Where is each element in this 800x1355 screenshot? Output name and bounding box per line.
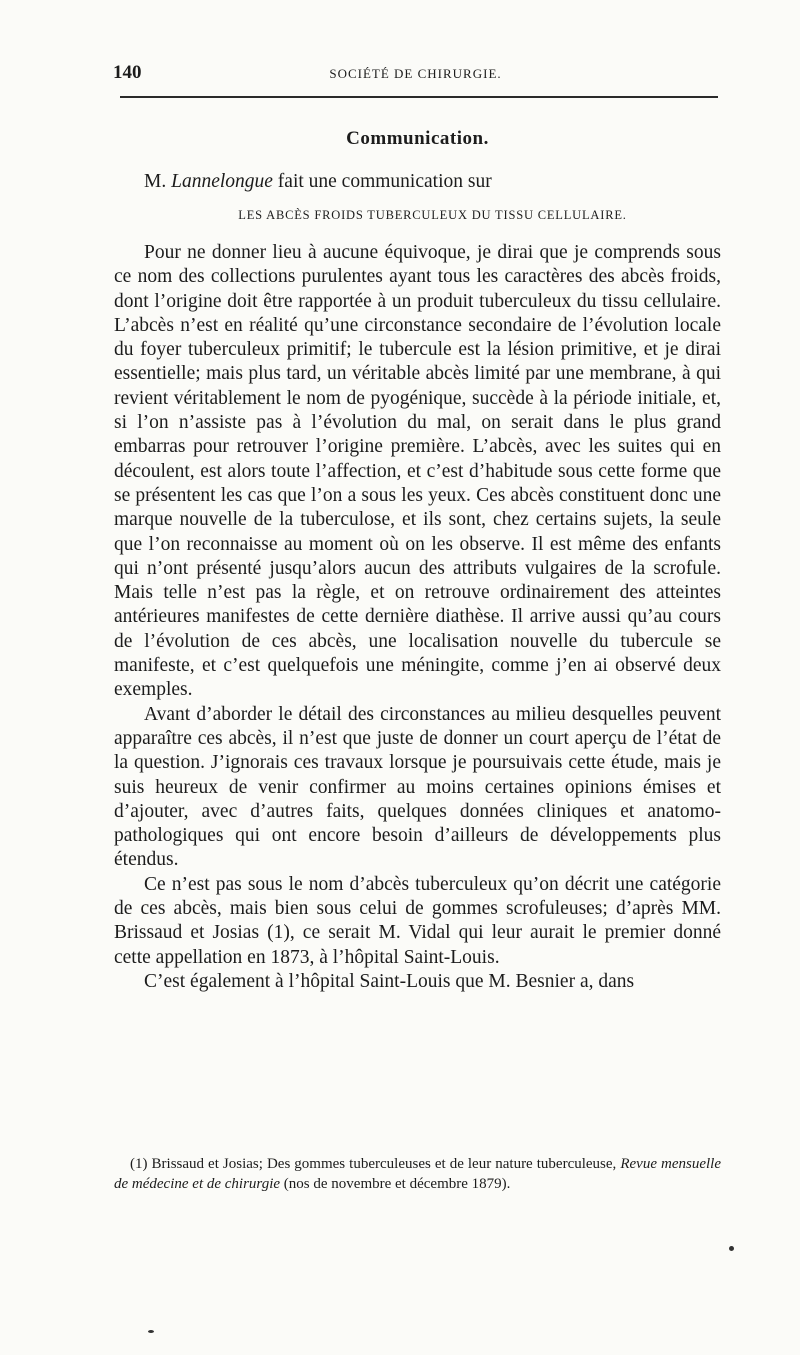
print-speck [148, 1330, 154, 1333]
paragraph: Ce n’est pas sous le nom d’abcès tuberculeux qu’on décrit une catégorie de ces abcès, mais bien sous celui de gommes scrofuleuses; d’après MM. Brissaud et Josias (1), ce serait M. Vidal qui leur aurait le premier donné cette appellation en 1873, à l’hôpital Saint-Louis. [114, 873, 721, 968]
paragraph: Avant d’aborder le détail des circonstances au milieu desquelles peuvent apparaître ces abcès, il n’est que juste de donner un court aperçu de l’état de la question. J’ignorais ces travaux lorsque je poursuivais cette étude, mais je suis heureux de venir confirmer au moins certaines opinions émises et d’ajouter, avec d’autres faits, quelques données cliniques et anatomo-pathologiques qui ont encore besoin d’ailleurs de développements plus étendus. [114, 703, 721, 871]
footnote [114, 1155, 721, 1194]
page-number: 140 [113, 62, 142, 83]
section-heading: Communication. [346, 128, 489, 149]
footnote-text: (1) Brissaud et Josias; Des gommes tuberculeuses et de leur nature tuberculeuse, [130, 1156, 621, 1172]
footnote-text-end: (nos de novembre et décembre 1879). [280, 1175, 511, 1192]
paragraph: Pour ne donner lieu à aucune équivoque, je dirai que je comprends sous ce nom des collections purulentes ayant tous les caractères des abcès froids, dont l’origine doit être rapportée à un produit tuberculeux du tissu cellulaire. L’abcès n’est en réalité qu’une circonstance secondaire de l’évolution locale du foyer tuberculeux primitif; le tubercule est la lésion primitive, et je dirai essentielle; mais plus tard, un véritable abcès limité par une membrane, à qui revient véritablement le nom de pyogénique, succède à la période initiale, et, si l’on n’assiste pas à l’évolution du mal, on serait dans le plus grand embarras pour retrouver l’origine première. L’abcès, avec les suites qui en découlent, est alors toute l’affection, et c’est d’habitude sous cette forme que se présentent les cas que l’on a sous les yeux. Ces abcès constituent donc une marque nouvelle de la tuberculose, et ils sont, chez certains sujets, la seule que l’on reconnaisse au moment où on les observe. Il est même des enfants qui n’ont présenté jusqu’alors aucun des attributs vulgaires de la scrofule. Mais telle n’est pas la règle, et on retrouve ordinairement des atteintes antérieures manifestes de cette dernière diathèse. Il arrive aussi qu’au cours de l’évolution de ces abcès, une localisation nouvelle du tubercule se manifeste, et c’est quelquefois une méningite, comme j’en ai observé deux exemples. [114, 242, 721, 701]
intro-suffix: fait une communication sur [272, 171, 492, 192]
main-text [114, 128, 721, 994]
print-speck [729, 1246, 734, 1251]
intro-line [144, 170, 721, 194]
header-rule [120, 96, 718, 98]
footnote-journal: Revue mensuelle de médecine et de chirurgie [114, 1156, 721, 1192]
paragraph: C’est également à l’hôpital Saint-Louis que M. Besnier a, dans [144, 970, 635, 992]
page-header [113, 58, 718, 88]
communication-title: LES ABCÈS FROIDS TUBERCULEUX DU TISSU CELLULAIRE. [238, 208, 627, 222]
running-title: SOCIÉTÉ DE CHIRURGIE. [329, 66, 502, 81]
author-name: Lannelongue [171, 171, 273, 192]
intro-prefix: M. [144, 171, 172, 192]
